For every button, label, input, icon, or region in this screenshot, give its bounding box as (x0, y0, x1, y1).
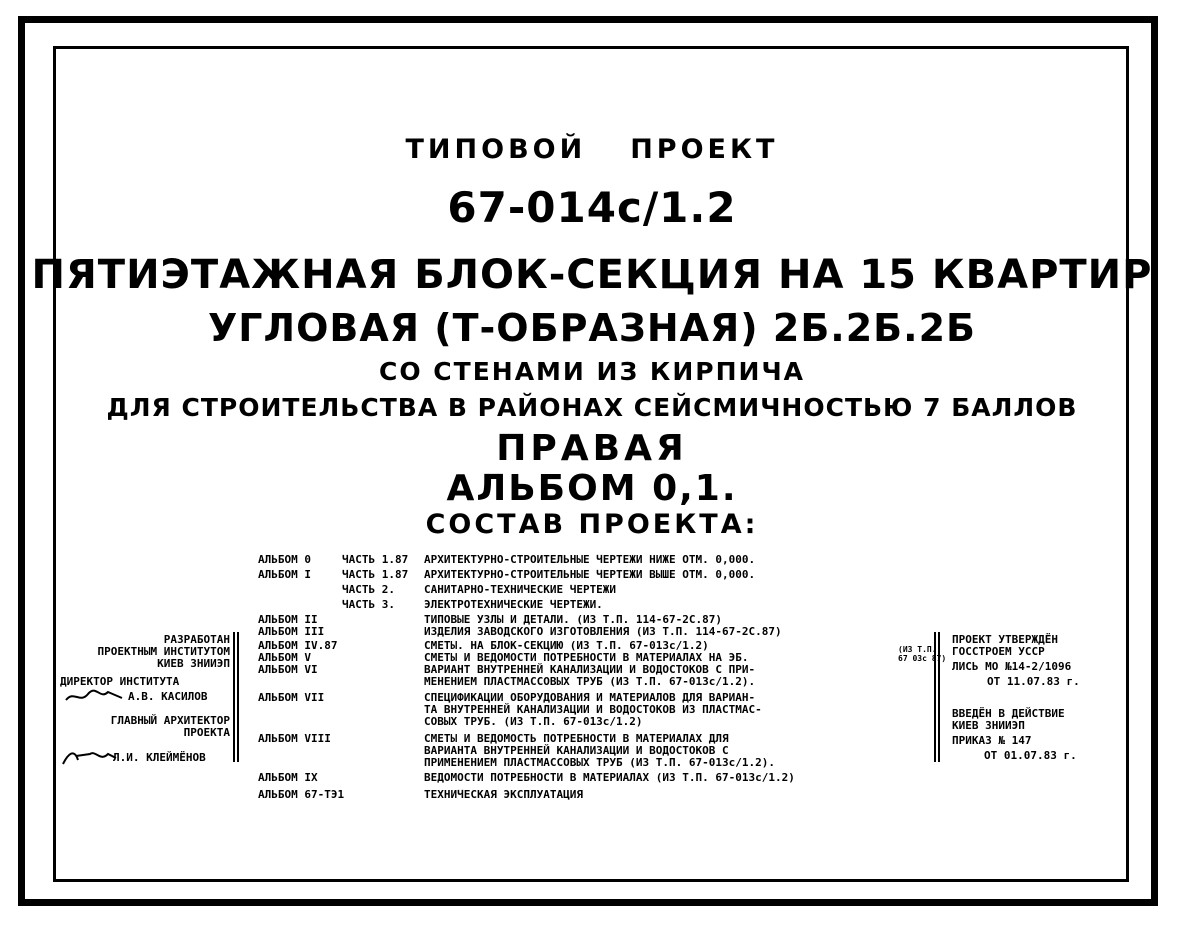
chief-title: ГЛАВНЫЙ АРХИТЕКТОР (110, 714, 230, 727)
contents-album: АЛЬБОМ VI (258, 663, 318, 676)
contents-description: АРХИТЕКТУРНО-СТРОИТЕЛЬНЫЕ ЧЕРТЕЖИ ВЫШЕ ОТМ. 0,000. (424, 568, 756, 581)
director-title: ДИРЕКТОР ИНСТИТУТА (60, 675, 180, 688)
contents-album: АЛЬБОМ VII (258, 691, 325, 704)
title-line-4: ДЛЯ СТРОИТЕЛЬСТВА В РАЙОНАХ СЕЙСМИЧНОСТЬЮ 7 БАЛЛОВ (106, 393, 1078, 422)
contents-album: АЛЬБОМ 0 (258, 553, 311, 566)
org-name: КИЕВ ЗНИИЭП (157, 657, 230, 670)
right-divider (934, 632, 936, 762)
contents-description: ТИПОВЫЕ УЗЛЫ И ДЕТАЛИ. (ИЗ Т.П. 114-67-2С.87) (424, 613, 723, 626)
contents-description: ИЗДЕЛИЯ ЗАВОДСКОГО ИЗГОТОВЛЕНИЯ (ИЗ Т.П. 114-67-2С.87) (424, 625, 782, 638)
contents-description: ВАРИАНТ ВНУТРЕННЕЙ КАНАЛИЗАЦИИ И ВОДОСТОКОВ С ПРИ- (424, 663, 756, 676)
approval-block (952, 634, 1080, 688)
contents-album: АЛЬБОМ 67-ТЭ1 (258, 788, 345, 801)
contents-description: СМЕТЫ И ВЕДОМОСТЬ ПОТРЕБНОСТИ В МАТЕРИАЛАХ ДЛЯ (424, 732, 729, 745)
institute-label: ПРОЕКТНЫМ ИНСТИТУТОМ (97, 645, 230, 658)
note-line-1: (ИЗ Т.П. (898, 645, 937, 654)
order-date: ОТ 01.07.83 г. (984, 749, 1077, 762)
contents-description: СМЕТЫ И ВЕДОМОСТИ ПОТРЕБНОСТИ В МАТЕРИАЛАХ НА ЭБ. (424, 651, 749, 664)
note-line-2: 67 03с 87) (898, 654, 947, 663)
contents-album: АЛЬБОМ II (258, 613, 318, 626)
title-line-1: ПЯТИЭТАЖНАЯ БЛОК-СЕКЦИЯ НА 15 КВАРТИР (31, 252, 1153, 298)
contents-part: ЧАСТЬ 1.87 (342, 553, 409, 566)
letter-number: ЛИСЬ МО №14-2/1096 (952, 660, 1072, 673)
contents-heading: СОСТАВ ПРОЕКТА: (425, 509, 759, 540)
letter-date: ОТ 11.07.83 г. (987, 675, 1080, 688)
title-line-3: СО СТЕНАМИ ИЗ КИРПИЧА (378, 357, 806, 386)
contents-description: ЭЛЕКТРОТЕХНИЧЕСКИЕ ЧЕРТЕЖИ. (424, 598, 603, 611)
project-type-heading (0, 134, 1184, 165)
chief-signature (60, 744, 118, 770)
contents-description: ПРИМЕНЕНИЕМ ПЛАСТМАССОВЫХ ТРУБ (ИЗ Т.П. 67-013с/1.2). (424, 756, 775, 769)
chief-block (58, 715, 230, 739)
album-label: АЛЬБОМ 0,1. (446, 468, 738, 509)
title-line-2: УГЛОВАЯ (Т-ОБРАЗНАЯ) 2Б.2Б.2Б (208, 306, 976, 350)
contents-album: АЛЬБОМ III (258, 625, 325, 638)
project-number: 67-014с/1.2 (447, 183, 737, 232)
developed-label: РАЗРАБОТАН (163, 633, 230, 646)
contents-description: САНИТАРНО-ТЕХНИЧЕСКИЕ ЧЕРТЕЖИ (424, 583, 617, 596)
contents-album: АЛЬБОМ V (258, 651, 311, 664)
left-divider (233, 632, 235, 762)
contents-description: СПЕЦИФИКАЦИИ ОБОРУДОВАНИЯ И МАТЕРИАЛОВ ДЛЯ ВАРИАН- (424, 691, 756, 704)
contents-description: ТЕХНИЧЕСКАЯ ЭКСПЛУАТАЦИЯ (424, 788, 583, 801)
developer-block (58, 634, 230, 670)
contents-description: ВАРИАНТА ВНУТРЕННЕЙ КАНАЛИЗАЦИИ И ВОДОСТОКОВ С (424, 744, 729, 757)
contents-album: АЛЬБОМ IV.87 (258, 639, 338, 652)
contents-description: СМЕТЫ. НА БЛОК-СЕКЦИЮ (ИЗ Т.П. 67-013с/1.2) (424, 639, 709, 652)
contents-description: ТА ВНУТРЕННЕЙ КАНАЛИЗАЦИИ И ВОДОСТОКОВ ИЗ ПЛАСТМАС- (424, 703, 762, 716)
contents-description: АРХИТЕКТУРНО-СТРОИТЕЛЬНЫЕ ЧЕРТЕЖИ НИЖЕ ОТМ. 0,000. (424, 553, 756, 566)
chief-name: Л.И. КЛЕЙМЁНОВ (113, 751, 206, 764)
contents-part: ЧАСТЬ 3. (342, 598, 395, 611)
type-word: ТИПОВОЙ (405, 134, 587, 165)
enactment-block (952, 708, 1077, 762)
authority-label: ГОССТРОЕМ УССР (952, 645, 1045, 658)
enacted-label: ВВЕДЁН В ДЕЙСТВИЕ (952, 707, 1065, 720)
contents-description: СОВЫХ ТРУБ. (ИЗ Т.П. 67-013с/1.2) (424, 715, 643, 728)
order-number: ПРИКАЗ № 147 (952, 734, 1032, 747)
contents-description: МЕНЕНИЕМ ПЛАСТМАССОВЫХ ТРУБ (ИЗ Т.П. 67-013с/1.2). (424, 675, 756, 688)
contents-album: АЛЬБОМ IX (258, 771, 318, 784)
project-word: ПРОЕКТ (630, 134, 779, 165)
director-name: А.В. КАСИЛОВ (128, 690, 208, 703)
right-divider-2 (938, 632, 940, 762)
contents-part: ЧАСТЬ 1.87 (342, 568, 409, 581)
variant-label: ПРАВАЯ (496, 428, 688, 469)
chief-title-2: ПРОЕКТА (183, 726, 230, 739)
enacted-by-label: КИЕВ ЗНИИЭП (952, 719, 1025, 732)
contents-part: ЧАСТЬ 2. (342, 583, 395, 596)
approved-label: ПРОЕКТ УТВЕРЖДЁН (952, 633, 1058, 646)
contents-description: ВЕДОМОСТИ ПОТРЕБНОСТИ В МАТЕРИАЛАХ (ИЗ Т.П. 67-013с/1.2) (424, 771, 795, 784)
director-signature (64, 686, 126, 706)
contents-album: АЛЬБОМ I (258, 568, 311, 581)
left-divider-2 (237, 632, 239, 762)
contents-album: АЛЬБОМ VIII (258, 732, 331, 745)
